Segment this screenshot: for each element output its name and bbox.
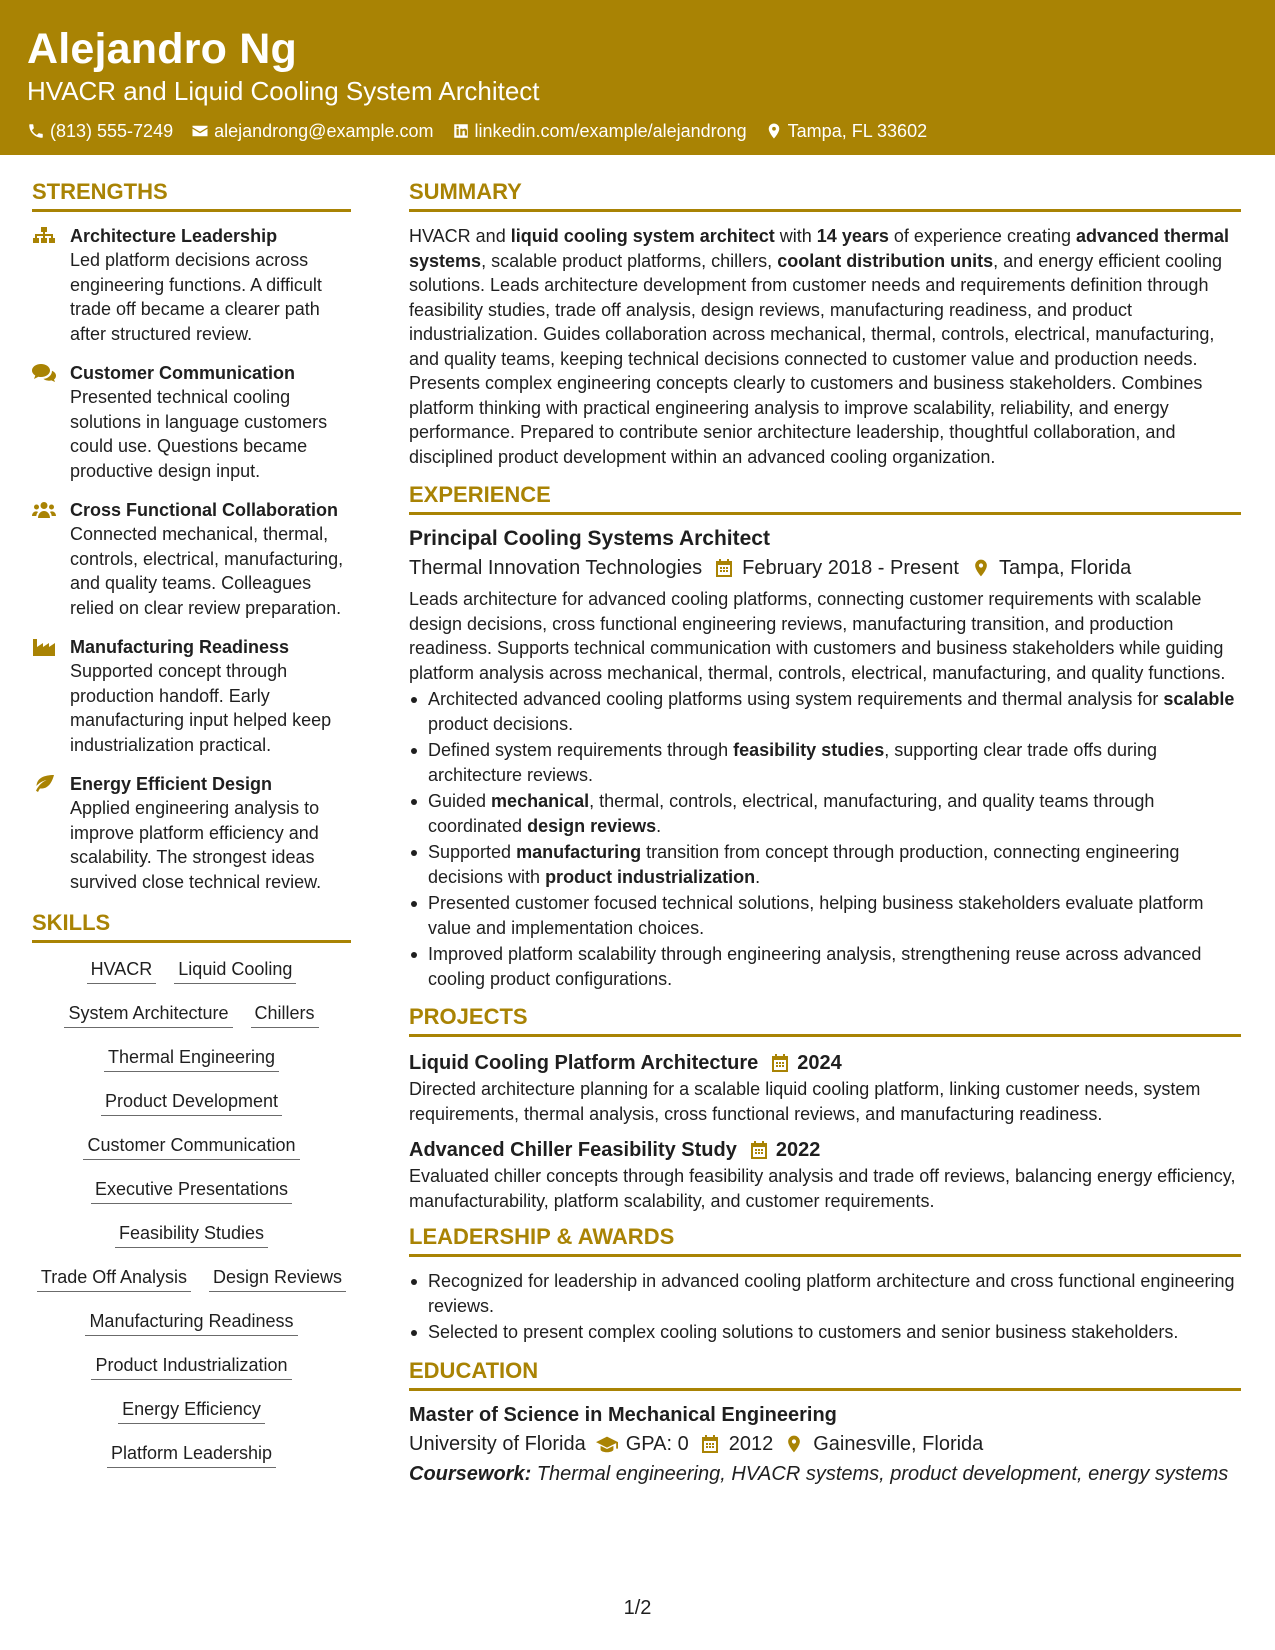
skill-tag: Liquid Cooling [174, 957, 296, 984]
page-number: 1/2 [623, 1597, 652, 1619]
skill-tag: Energy Efficiency [118, 1397, 265, 1424]
emphasis-text: manufacturing [516, 842, 642, 862]
job-title: Principal Cooling Systems Architect [409, 527, 770, 550]
contact-phone-text: (813) 555-7249 [50, 121, 174, 141]
skill-tag: HVACR [87, 957, 157, 984]
leadership-item: Recognized for leadership in advanced cooling platform architecture and cross functional engineering reviews. [409, 1269, 1241, 1318]
strength-desc: Presented technical cooling solutions in language customers could use. Questions became productive design input. [70, 387, 328, 481]
text-run: , scalable product platforms, chillers, [481, 250, 778, 271]
job-bullet [409, 687, 1241, 736]
school: University of Florida [409, 1432, 586, 1455]
leadership-list [409, 1269, 1241, 1345]
contact-phone[interactable] [27, 120, 173, 142]
location-icon [765, 122, 783, 140]
leaf-icon [32, 775, 56, 793]
coursework-label: Coursework: [409, 1462, 532, 1485]
job-bullet [409, 942, 1241, 991]
strength-item [32, 772, 351, 894]
job-bullet [409, 738, 1241, 787]
job-description: Leads architecture for advanced cooling platforms, connecting customer requirements with scalable design decisions, cross functional engineering reviews, manufacturing transition, and production readiness. Supports technical communication with customers and business stakeholders while guiding platform analysis across mechanical, thermal, controls, electrical, manufacturing, and quality functions. [409, 589, 1226, 683]
project-entry [409, 1136, 1241, 1213]
job-company: Thermal Innovation Technologies [409, 557, 703, 579]
comments-icon [32, 364, 56, 382]
calendar-icon [770, 1053, 790, 1073]
emphasis-text: advanced thermal systems [409, 226, 1230, 271]
education-meta [409, 1429, 1241, 1459]
text-run: with [774, 226, 817, 246]
emphasis-text: 14 years [816, 226, 889, 246]
contact-email-text: alejandrong@example.com [214, 121, 434, 141]
text-run: of experience creating [888, 226, 1076, 246]
text-run: Defined system requirements through [428, 740, 734, 760]
envelope-icon [191, 122, 209, 140]
education-heading: EDUCATION [409, 1357, 1241, 1391]
emphasis-text: coolant distribution units [777, 250, 994, 271]
strength-title: Manufacturing Readiness [70, 637, 290, 657]
text-run: , thermal, controls, electrical, manufacturing, and quality teams through coordinated [428, 791, 1155, 836]
education-location: Gainesville, Florida [813, 1432, 984, 1455]
linkedin-icon [452, 122, 470, 140]
job-location: Tampa, Florida [998, 557, 1132, 579]
strengths-heading: STRENGTHS [32, 178, 351, 212]
contact-location [765, 120, 927, 142]
gpa: GPA: 0 [625, 1432, 689, 1455]
degree: Master of Science in Mechanical Engineering [409, 1403, 837, 1426]
strength-item [32, 635, 351, 757]
text-run: product decisions. [428, 713, 574, 734]
calendar-icon [714, 558, 734, 578]
emphasis-text: feasibility studies [733, 740, 885, 760]
skill-tag: Feasibility Studies [115, 1221, 268, 1248]
graduation-year: 2012 [728, 1432, 774, 1455]
job-bullet [409, 789, 1241, 838]
candidate-name: Alejandro Ng [27, 25, 297, 73]
text-run: transition from concept through production, connecting engineering decisions with [428, 842, 1180, 887]
skill-tag: Thermal Engineering [104, 1045, 279, 1072]
left-column [32, 178, 351, 1468]
text-run: Architected advanced cooling platforms using system requirements and thermal analysis for [428, 689, 1164, 709]
project-title: Liquid Cooling Platform Architecture [409, 1052, 759, 1074]
summary-text [409, 224, 1241, 469]
calendar-icon [699, 1434, 721, 1454]
emphasis-text: design reviews [527, 815, 657, 836]
project-entry [409, 1049, 1241, 1126]
project-title: Advanced Chiller Feasibility Study [409, 1139, 737, 1161]
skills-list [32, 955, 351, 1468]
job-bullet [409, 840, 1241, 889]
resume-header [0, 0, 1275, 155]
emphasis-text: liquid cooling system architect [510, 226, 775, 246]
skill-tag: Executive Presentations [91, 1177, 292, 1204]
coursework [409, 1459, 1241, 1489]
leadership-heading: LEADERSHIP & AWARDS [409, 1223, 1241, 1257]
job-meta [409, 553, 1241, 583]
coursework-text: Thermal engineering, HVACR systems, product development, energy systems [531, 1462, 1229, 1485]
job-dates: February 2018 - Present [742, 557, 959, 579]
contact-linkedin[interactable] [452, 120, 747, 142]
strength-desc: Applied engineering analysis to improve platform efficiency and scalability. The strongest ideas survived close technical review. [70, 798, 322, 892]
leadership-item: Selected to present complex cooling solutions to customers and senior business stakeholders. [409, 1320, 1241, 1345]
project-year: 2024 [797, 1052, 842, 1074]
strength-title: Cross Functional Collaboration [70, 500, 339, 520]
project-year: 2022 [775, 1139, 821, 1161]
project-desc: Directed architecture planning for a scalable liquid cooling platform, linking customer needs, system requirements, thermal analysis, cross functional reviews, and manufacturing readiness. [409, 1079, 1201, 1124]
strength-desc: Led platform decisions across engineering functions. A difficult trade off became a clearer path after structured review. [70, 250, 322, 344]
industry-icon [32, 638, 56, 656]
text-run: , supporting clear trade offs during architecture reviews. [428, 740, 1158, 785]
graduation-cap-icon [596, 1434, 618, 1454]
contact-bar [27, 120, 1275, 142]
job-entry [409, 525, 1241, 991]
calendar-icon [749, 1140, 769, 1160]
emphasis-text: mechanical [491, 791, 590, 811]
users-icon [32, 501, 56, 519]
location-icon [971, 558, 991, 578]
job-bullets [409, 687, 1241, 991]
contact-linkedin-text: linkedin.com/example/alejandrong [474, 121, 747, 141]
text-run: Guided [428, 791, 492, 811]
contact-email[interactable] [191, 120, 433, 142]
summary-heading: SUMMARY [409, 178, 1241, 212]
strength-item [32, 361, 351, 483]
text-run: . [755, 866, 761, 887]
location-icon [783, 1434, 805, 1454]
phone-icon [27, 122, 45, 140]
skill-tag: Trade Off Analysis [37, 1265, 191, 1292]
text-run: , and energy efficient cooling solutions. Leads architecture development from customer needs and requirements definition through feasibility studies, trade off analysis, design reviews, manufacturing readiness, and product industrialization. Guides collaboration across mechanical, thermal, controls, electrical, manufacturing, and quality teams, keeping technical decisions connected to customer value and production needs. Presents complex engineering concepts clearly to customers and business stakeholders. Combines platform thinking with practical engineering analysis to improve scalability, reliability, and energy performance. Prepared to contribute senior architecture leadership, thoughtful collaboration, and disciplined product development within an advanced cooling organization. [409, 250, 1222, 467]
strength-title: Architecture Leadership [70, 226, 278, 246]
skill-tag: Customer Communication [83, 1133, 299, 1160]
candidate-title: HVACR and Liquid Cooling System Architect [27, 76, 540, 106]
text-run: Supported [428, 842, 517, 862]
strength-item [32, 498, 351, 620]
contact-location-text: Tampa, FL 33602 [787, 121, 928, 141]
job-bullet [409, 891, 1241, 940]
skill-tag: Platform Leadership [107, 1441, 276, 1468]
text-run: Improved platform scalability through engineering analysis, strengthening reuse across advanced cooling product configurations. [428, 944, 1202, 989]
strength-desc: Connected mechanical, thermal, controls, electrical, manufacturing, and quality teams. Colleagues relied on clear review preparation. [70, 524, 344, 618]
skill-tag: Chillers [251, 1001, 319, 1028]
skill-tag: Design Reviews [209, 1265, 346, 1292]
skills-heading: SKILLS [32, 909, 351, 943]
skill-tag: Product Development [101, 1089, 282, 1116]
skill-tag: Product Industrialization [91, 1353, 291, 1380]
project-desc: Evaluated chiller concepts through feasibility analysis and trade off reviews, balancing energy efficiency, manufacturability, platform scalability, and customer requirements. [409, 1166, 1236, 1211]
text-run: Presented customer focused technical solutions, helping business stakeholders evaluate platform value and implementation choices. [428, 893, 1204, 938]
skill-tag: System Architecture [64, 1001, 232, 1028]
education-entry [409, 1401, 1241, 1489]
text-run: HVACR and [409, 226, 511, 246]
strength-item [32, 224, 351, 346]
projects-heading: PROJECTS [409, 1003, 1241, 1037]
experience-heading: EXPERIENCE [409, 481, 1241, 515]
strength-desc: Supported concept through production handoff. Early manufacturing input helped keep industrialization practical. [70, 661, 332, 755]
right-column [409, 178, 1241, 1489]
emphasis-text: product industrialization [545, 866, 756, 887]
text-run: . [656, 815, 662, 836]
skill-tag: Manufacturing Readiness [85, 1309, 297, 1336]
emphasis-text: scalable [1163, 689, 1235, 709]
strength-title: Energy Efficient Design [70, 774, 273, 794]
sitemap-icon [32, 227, 56, 245]
strength-title: Customer Communication [70, 363, 296, 383]
